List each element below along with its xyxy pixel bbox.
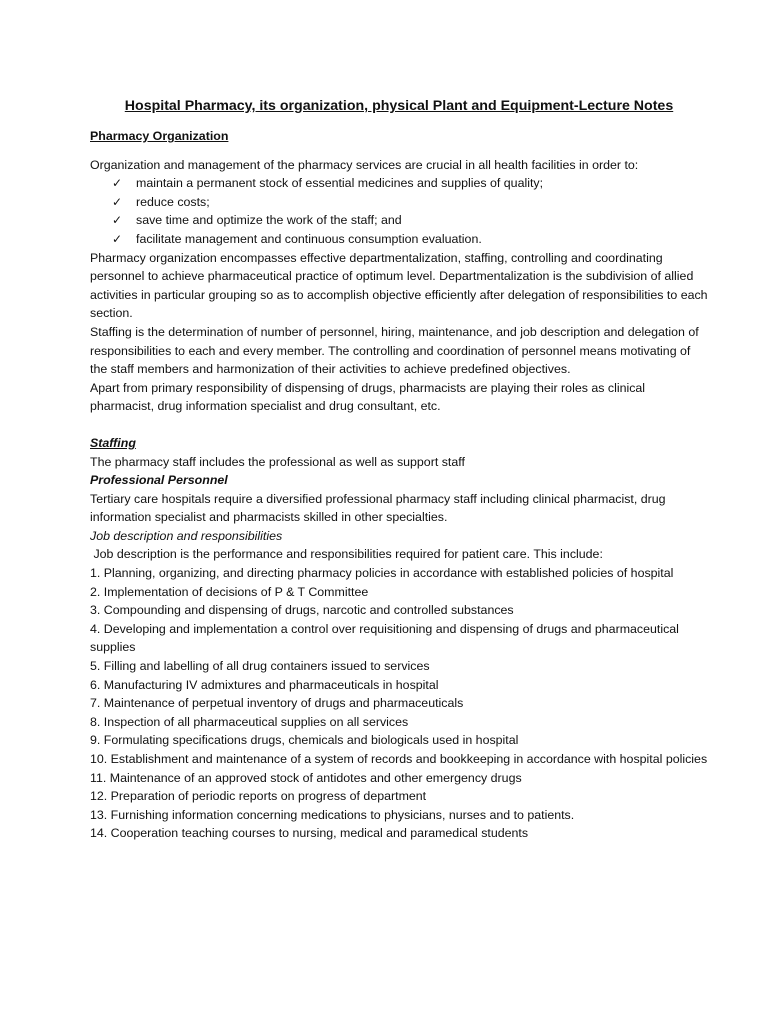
section-heading-staffing: Staffing <box>90 435 136 450</box>
list-item: 1. Planning, organizing, and directing pharmacy policies in accordance with established policies of hospital <box>90 566 674 581</box>
list-item: 6. Manufacturing IV admixtures and pharmaceuticals in hospital <box>90 677 439 692</box>
list-item <box>90 174 708 193</box>
list-item: 10. Establishment and maintenance of a system of records and bookkeeping in accordance with hospital policies <box>90 752 708 766</box>
paragraph: Staffing is the determination of number of personnel, hiring, maintenance, and job description and delegation of responsibilities to each and every member. The controlling and coordination of personnel means motivating of the staff members and harmonization of their activities to achieve predefined objectives. <box>90 324 699 377</box>
spacer <box>90 416 708 434</box>
checkmark-icon: ✓ <box>112 194 123 209</box>
list-item-text: facilitate management and continuous consumption evaluation. <box>136 231 482 246</box>
paragraph: Pharmacy organization encompasses effective departmentalization, staffing, controlling and coordinating personnel to achieve pharmaceutical practice of optimum level. Departmentalization is the subdivision of allied activities in particular grouping so as to accomplish objective efficiently after delegation of responsibilities to each section. <box>90 250 708 321</box>
checkmark-list <box>90 174 708 248</box>
paragraph: Apart from primary responsibility of dispensing of drugs, pharmacists are playing their roles as clinical pharmacist, drug information specialist and drug consultant, etc. <box>90 380 646 414</box>
list-item: 14. Cooperation teaching courses to nursing, medical and paramedical students <box>90 826 529 841</box>
list-item: 4. Developing and implementation a control over requisitioning and dispensing of drugs and pharmaceutical supplies <box>90 621 679 655</box>
list-item: 2. Implementation of decisions of P & T Committee <box>90 584 369 599</box>
subheading-professional-personnel: Professional Personnel <box>90 473 228 488</box>
section-intro: The pharmacy staff includes the professional as well as support staff <box>90 454 465 469</box>
list-item-text: maintain a permanent stock of essential medicines and supplies of quality; <box>136 176 544 191</box>
list-item <box>90 230 708 249</box>
list-item: 8. Inspection of all pharmaceutical supplies on all services <box>90 714 409 729</box>
paragraph: Job description is the performance and responsibilities required for patient care. This include: <box>90 547 603 562</box>
checkmark-icon: ✓ <box>112 176 123 191</box>
list-item-text: reduce costs; <box>136 194 210 209</box>
paragraph: Tertiary care hospitals require a diversified professional pharmacy staff including clinical pharmacist, drug information specialist and pharmacists skilled in other specialties. <box>90 491 666 525</box>
checkmark-icon: ✓ <box>112 213 123 228</box>
responsibilities-list <box>90 564 708 843</box>
document-title: Hospital Pharmacy, its organization, physical Plant and Equipment-Lecture Notes <box>124 98 674 114</box>
checkmark-icon: ✓ <box>112 231 123 246</box>
list-item: 5. Filling and labelling of all drug containers issued to services <box>90 659 430 674</box>
list-item: 9. Formulating specifications drugs, chemicals and biologicals used in hospital <box>90 733 519 748</box>
list-item <box>90 193 708 212</box>
section-heading-pharmacy-organization: Pharmacy Organization <box>90 129 229 143</box>
list-item: 11. Maintenance of an approved stock of antidotes and other emergency drugs <box>90 770 522 785</box>
list-item: 7. Maintenance of perpetual inventory of drugs and pharmaceuticals <box>90 696 464 711</box>
subheading-job-description: Job description and responsibilities <box>90 528 283 543</box>
list-item: 13. Furnishing information concerning medications to physicians, nurses and to patients. <box>90 807 575 822</box>
list-item <box>90 211 708 230</box>
section-intro: Organization and management of the pharmacy services are crucial in all health facilities in order to: <box>90 157 639 172</box>
list-item-text: save time and optimize the work of the staff; and <box>136 213 402 228</box>
list-item: 12. Preparation of periodic reports on progress of department <box>90 789 427 804</box>
list-item: 3. Compounding and dispensing of drugs, narcotic and controlled substances <box>90 603 514 618</box>
